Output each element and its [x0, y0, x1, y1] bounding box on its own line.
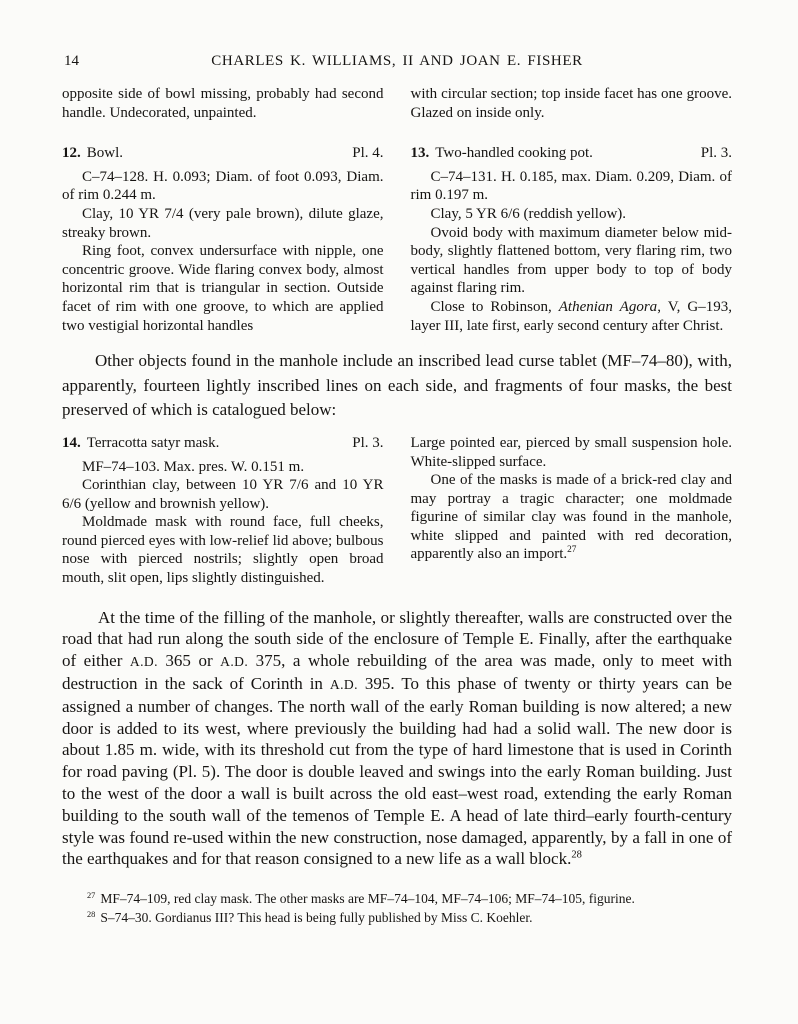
- entry-14-number: 14.: [62, 434, 81, 451]
- entry-13-title-group: [411, 144, 593, 163]
- small-caps-text: A.D.: [329, 677, 358, 693]
- running-header: [62, 52, 732, 71]
- entry-14-title: Terracotta satyr mask.: [86, 434, 220, 451]
- entry-14-plate-reference: Pl. 3.: [352, 434, 384, 451]
- catalogue-block-entries-12-13: [62, 85, 732, 335]
- entry-14-clay-description: Corinthian clay, between 10 YR 7/6 and 10 YR 6/6 (yellow and brownish yellow).: [62, 477, 384, 512]
- entry-12-dimensions: C–74–128. H. 0.093; Diam. of foot 0.093, Diam. of rim 0.244 m.: [62, 168, 384, 204]
- italic-text: Athenian Agora: [558, 298, 658, 315]
- text-segment: One of the masks is made of a brick-red clay and may portray a tragic character; one moldmade figurine of similar clay was found in the manhole, white slipped and painted with red decoration, apparently also an import.: [410, 472, 732, 563]
- entry-12-continuation-text: with circular section; top inside facet has one groove. Glazed on inside only.: [410, 86, 732, 121]
- running-head-title: CHARLES K. WILLIAMS, II AND JOAN E. FISHER: [211, 53, 583, 69]
- text-segment: 375, a whole rebuilding of the area was made, only to meet with destruction in the sack of Corinth in: [62, 651, 732, 694]
- entry-12-shape-description: Ring foot, convex undersurface with nipple, one concentric groove. Wide flaring convex body, almost horizontal rim that is triangular in section. Outside facet of rim with one groove, to which are applied two vestigial horizontal handles: [62, 243, 384, 334]
- footnote-28-text: S–74–30. Gordianus III? This head is being fully published by Miss C. Koehler.: [100, 910, 533, 926]
- intro-paragraph: Other objects found in the manhole include an inscribed lead curse tablet (MF–74–80), with, apparently, fourteen lightly inscribed lines on each side, and fragments of four masks, the best preserved of which is catalogued below:: [62, 351, 732, 420]
- catalogue-block-entry-14: [62, 434, 732, 588]
- entry-13-shape-description: Ovoid body with maximum diameter below mid-body, slightly flattened bottom, very flaring rim, two vertical handles from upper body to top of body against flaring rim.: [410, 224, 732, 297]
- entry-12-plate-reference: Pl. 4.: [352, 145, 384, 162]
- catalogue-column-right: [411, 85, 733, 335]
- entry-14-dimensions: MF–74–103. Max. pres. W. 0.151 m.: [82, 458, 305, 475]
- entry-13-clay-description: Clay, 5 YR 6/6 (reddish yellow).: [430, 205, 627, 222]
- entry-14-title-group: [62, 434, 219, 453]
- entry-14-heading: [62, 434, 384, 453]
- text-segment: At the time of the filling of the manhole, or slightly thereafter, walls are constructed over the road that had run along the south side of the enclosure of Temple E. Finally, after the earthquake of either: [62, 607, 732, 671]
- entry-13-heading: [411, 144, 733, 163]
- text-segment: 395. To this phase of twenty or thirty years can be assigned a number of changes. The north wall of the early Roman building is now altered; a new door is added to its west, where previously the building had had a solid wall. The new door is about 1.85 m. wide, with its threshold cut from the type of hard limestone that is used in Corinth for road paving (Pl. 5). The door is double leaved and swings into the early Roman building. Just to the west of the door a wall is built across the old east–west road, extending the early Roman building to the south wall of the temenos of Temple E. A head of late third–early fourth-century style was found re-used within the new construction, nose damaged, apparently, by a fall in one of the earthquakes and for that reason consigned to a new life as a wall block.: [62, 674, 732, 869]
- catalogue-column-right: [411, 434, 733, 588]
- footnote-28-marker: 28: [87, 909, 96, 919]
- catalogue-column-left: [62, 434, 384, 588]
- footnote-27-text: MF–74–109, red clay mask. The other masks are MF–74–104, MF–74–106; MF–74–105, figurine.: [100, 891, 635, 907]
- text-segment: , V, G–193, layer III, late first, early second century after Christ.: [410, 298, 732, 334]
- body-paragraph: [62, 607, 732, 871]
- entry-14-masks-discussion: [411, 471, 733, 564]
- text-segment: 365 or: [157, 651, 221, 671]
- entry-12-clay-description: Clay, 10 YR 7/4 (very pale brown), dilute glaze, streaky brown.: [62, 205, 384, 241]
- superscript-reference: 27: [567, 545, 577, 556]
- entry-13-comparison: [411, 298, 733, 335]
- footnote-27-marker: 27: [87, 890, 96, 900]
- entry-13-title: Two-handled cooking pot.: [435, 145, 593, 162]
- footnote-27: [62, 890, 732, 909]
- entry-12-title-group: [62, 144, 123, 163]
- page-number: 14: [64, 53, 79, 69]
- entry-11-continuation-text: opposite side of bowl missing, probably had second handle. Undecorated, unpainted.: [62, 86, 384, 121]
- small-caps-text: A.D.: [129, 654, 158, 670]
- footnotes-section: [62, 890, 732, 928]
- small-caps-text: A.D.: [220, 654, 249, 670]
- entry-13-dimensions: C–74–131. H. 0.185, max. Diam. 0.209, Diam. of rim 0.197 m.: [410, 168, 732, 204]
- entry-12-heading: [62, 144, 384, 163]
- entry-13-number: 13.: [410, 145, 430, 162]
- entry-12-title: Bowl.: [86, 145, 124, 162]
- catalogue-column-left: [62, 85, 384, 335]
- footnote-28: [62, 909, 732, 928]
- superscript-reference: 28: [571, 849, 582, 861]
- text-segment: Close to Robinson,: [430, 298, 559, 315]
- entry-14-continuation-text: Large pointed ear, pierced by small suspension hole. White-slipped surface.: [410, 434, 732, 470]
- entry-14-shape-description: Moldmade mask with round face, full cheeks, round pierced eyes with low-relief lid above; bulbous nose with pierced nostrils; slightly open broad mouth, slit open, lips slightly distinguished.: [62, 514, 384, 587]
- entry-12-number: 12.: [62, 145, 81, 162]
- entry-13-plate-reference: Pl. 3.: [700, 145, 732, 162]
